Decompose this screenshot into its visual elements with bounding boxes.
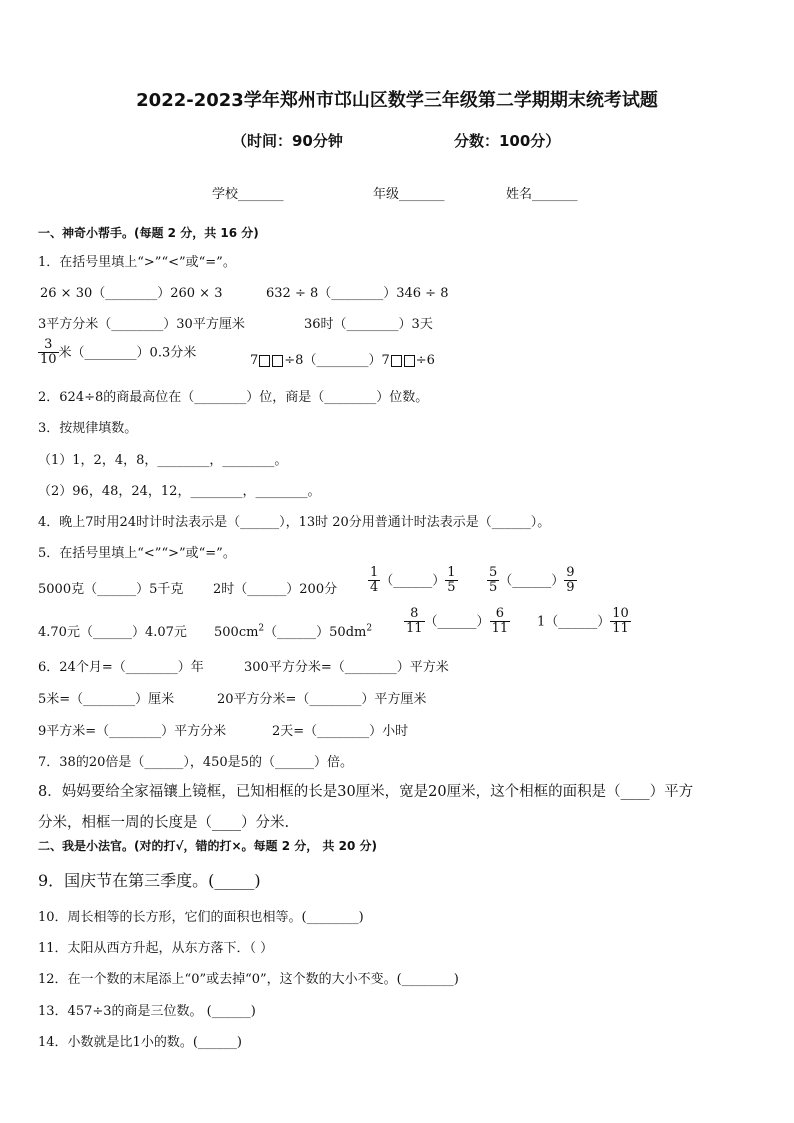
question-5a: 5000克（______）5千克 [38, 582, 184, 597]
question-5e: $\frac{5}{5}$ （______） $\frac{9}{9}$ [489, 565, 575, 596]
digit-box [272, 355, 283, 367]
question-1d: 36时（________）3天 [304, 317, 433, 332]
question-1f: 7 ÷8（________）7 ÷6 [250, 353, 435, 368]
question-6e: 9平方米=（________）平方分米 [38, 724, 227, 739]
question-1a: 26 × 30（________）260 × 3 [40, 286, 223, 301]
question-7: 7．38的20倍是（______），450是5的（______）倍。 [38, 755, 353, 770]
digit-box [391, 355, 402, 367]
school-field: 学校_______ [212, 187, 284, 202]
question-6b: 300平方分米=（________）平方米 [244, 660, 449, 675]
question-9: 9．国庆节在第三季度。(_____) [38, 871, 261, 890]
exam-title: 2022-2023学年郑州市邙山区数学三年级第二学期期末统考试题 [136, 90, 658, 111]
question-11: 11．太阳从西方升起，从东方落下．（ ） [38, 941, 274, 956]
question-5b: 2时（______）200分 [213, 582, 338, 597]
question-1e: $\frac{3}{10}$ 米（________）0.3分米 [40, 337, 197, 368]
question-13: 13．457÷3的商是三位数。 (______) [38, 1004, 256, 1019]
question-6f: 2天=（________）小时 [272, 724, 409, 739]
question-5g: 4.70元（______）4.07元 [38, 625, 187, 640]
digit-box [259, 355, 270, 367]
fraction-9-9: $\frac{9}{9}$ [566, 565, 575, 596]
fraction-1-5: $\frac{1}{5}$ [447, 565, 456, 596]
question-5h: $500cm^2(\_\_\_\_\_\_)50dm^2$ [214, 623, 373, 640]
fraction-8-11: $\frac{8}{11}$ [406, 606, 423, 637]
question-5: 5．在括号里填上“<”“>”或“=”。 [38, 546, 236, 561]
question-6a: 6．24个月=（________）年 [38, 660, 204, 675]
exam-time: （时间：90分钟 [232, 132, 343, 150]
question-5i: $\frac{8}{11}$ （______） $\frac{6}{11}$ [406, 606, 509, 637]
question-2: 2．624÷8的商最高位在（________）位，商是（________）位数。 [38, 390, 429, 405]
question-6d: 20平方分米=（________）平方厘米 [217, 692, 427, 707]
exam-score: 分数：100分） [454, 132, 561, 150]
fraction-3-10: $\frac{3}{10}$ [40, 337, 57, 368]
section-2-title: 二、我是小法官。(对的打√，错的打×。每题 2 分， 共 20 分) [38, 839, 377, 853]
question-5k: 1（______） $\frac{10}{11}$ [537, 606, 629, 637]
question-12: 12．在一个数的末尾添上“0”或去掉“0”，这个数的大小不变。(________) [38, 972, 459, 987]
question-10: 10．周长相等的长方形，它们的面积也相等。(________) [38, 910, 364, 925]
question-1c: 3平方分米（________）30平方厘米 [38, 317, 245, 332]
question-14: 14．小数就是比1小的数。(______) [38, 1035, 242, 1050]
question-1b: 632 ÷ 8（________）346 ÷ 8 [266, 286, 449, 301]
fraction-10-11: $\frac{10}{11}$ [612, 606, 629, 637]
fraction-1-4: $\frac{1}{4}$ [370, 565, 379, 596]
question-5c: $\frac{1}{4}$ （______） $\frac{1}{5}$ [370, 565, 456, 596]
digit-box [404, 355, 415, 367]
fraction-5-5: $\frac{5}{5}$ [489, 565, 498, 596]
question-8-line1: 8．妈妈要给全家福镶上镜框，已知相框的长是30厘米，宽是20厘米，这个相框的面积是（____）平方 [38, 784, 694, 800]
question-4: 4．晚上7时用24时计时法表示是（______），13时 20分用普通计时法表示是（______）。 [38, 515, 551, 530]
fraction-6-11: $\frac{6}{11}$ [491, 606, 509, 637]
question-3a: （1）1，2，4，8，________，________。 [38, 453, 288, 468]
question-3b: （2）96，48，24，12，________，________。 [38, 484, 321, 499]
question-6c: 5米=（________）厘米 [38, 692, 175, 707]
grade-field: 年级_______ [373, 187, 445, 202]
name-field: 姓名_______ [506, 187, 578, 202]
section-1-title: 一、神奇小帮手。(每题 2 分，共 16 分) [38, 226, 259, 240]
question-1: 1．在括号里填上“>”“<”或“=”。 [38, 255, 236, 270]
question-8-line2: 分米，相框一周的长度是（____）分米. [38, 815, 290, 831]
question-3: 3．按规律填数。 [38, 421, 138, 436]
